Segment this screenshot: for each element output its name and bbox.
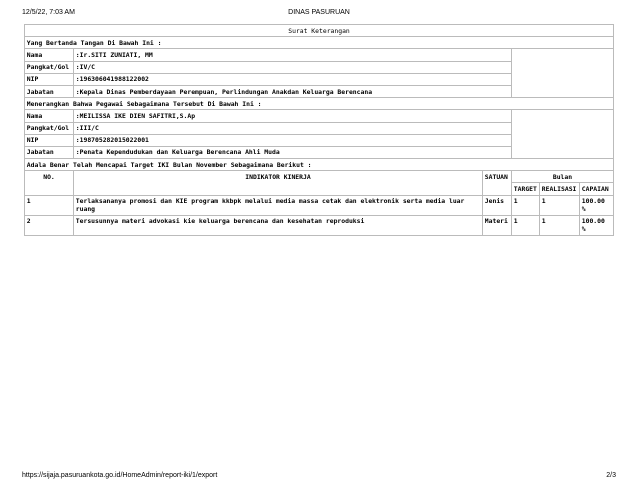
col-header-no: NO. xyxy=(25,171,74,195)
print-header-title: DINAS PASURUAN xyxy=(288,9,350,16)
field-label: Nama xyxy=(25,110,74,122)
row-target: 1 xyxy=(511,195,539,215)
field-value: :MEILISSA IKE DIEN SAFITRI,S.Ap xyxy=(73,110,511,122)
col-header-indikator: INDIKATOR KINERJA xyxy=(73,171,482,195)
field-label: NIP xyxy=(25,73,74,85)
field-label: Jabatan xyxy=(25,85,74,97)
table-row xyxy=(25,215,614,235)
field-value: :198705282015022001 xyxy=(73,134,511,146)
column-header-row xyxy=(25,171,614,183)
row-realisasi: 1 xyxy=(539,215,579,235)
row-target: 1 xyxy=(511,215,539,235)
row-no: 1 xyxy=(25,195,74,215)
field-value: :III/C xyxy=(73,122,511,134)
col-header-bulan: Bulan xyxy=(511,171,613,183)
page-number: 2/3 xyxy=(606,472,616,479)
row-no: 2 xyxy=(25,215,74,235)
field-label: NIP xyxy=(25,134,74,146)
table-row xyxy=(25,195,614,215)
print-url: https://sijaja.pasuruankota.go.id/HomeAdmin/report-iki/1/export xyxy=(22,472,218,479)
row-satuan: Materi xyxy=(483,215,512,235)
col-header-satuan: SATUAN xyxy=(483,171,512,195)
row-indikator: Terlaksananya promosi dan KIE program kkbpk melalui media massa cetak dan elektronik serta media luar ruang xyxy=(73,195,482,215)
blank-cell xyxy=(511,49,613,98)
row-satuan: Jenis xyxy=(483,195,512,215)
field-label: Pangkat/Gol xyxy=(25,61,74,73)
subject-name-row xyxy=(25,110,614,122)
field-value: :Ir.SITI ZUNIATI, MM xyxy=(73,49,511,61)
field-value: :Kepala Dinas Pemberdayaan Perempuan, Perlindungan Anakdan Keluarga Berencana xyxy=(73,85,511,97)
statement: Adala Benar Telah Mencapai Target IKI Bulan November Sebagaimana Berikut : xyxy=(25,159,614,171)
signer-intro: Yang Bertanda Tangan Di Bawah Ini : xyxy=(25,37,614,49)
row-capaian: 100.00 % xyxy=(579,215,613,235)
col-header-target: TARGET xyxy=(511,183,539,195)
col-header-realisasi: REALISASI xyxy=(539,183,579,195)
report-title: Surat Keterangan xyxy=(25,25,614,37)
report-table xyxy=(24,24,614,236)
field-value: :Penata Kependudukan dan Keluarga Berencana Ahli Muda xyxy=(73,146,511,158)
signer-name-row xyxy=(25,49,614,61)
field-label: Pangkat/Gol xyxy=(25,122,74,134)
field-label: Nama xyxy=(25,49,74,61)
field-value: :IV/C xyxy=(73,61,511,73)
row-indikator: Tersusunnya materi advokasi kie keluarga berencana dan kesehatan reproduksi xyxy=(73,215,482,235)
print-datetime: 12/5/22, 7:03 AM xyxy=(22,9,75,16)
subject-intro: Menerangkan Bahwa Pegawai Sebagaimana Tersebut Di Bawah Ini : xyxy=(25,98,614,110)
row-realisasi: 1 xyxy=(539,195,579,215)
field-label: Jabatan xyxy=(25,146,74,158)
blank-cell xyxy=(511,110,613,159)
field-value: :196306041988122002 xyxy=(73,73,511,85)
col-header-capaian: CAPAIAN xyxy=(579,183,613,195)
row-capaian: 100.00 % xyxy=(579,195,613,215)
